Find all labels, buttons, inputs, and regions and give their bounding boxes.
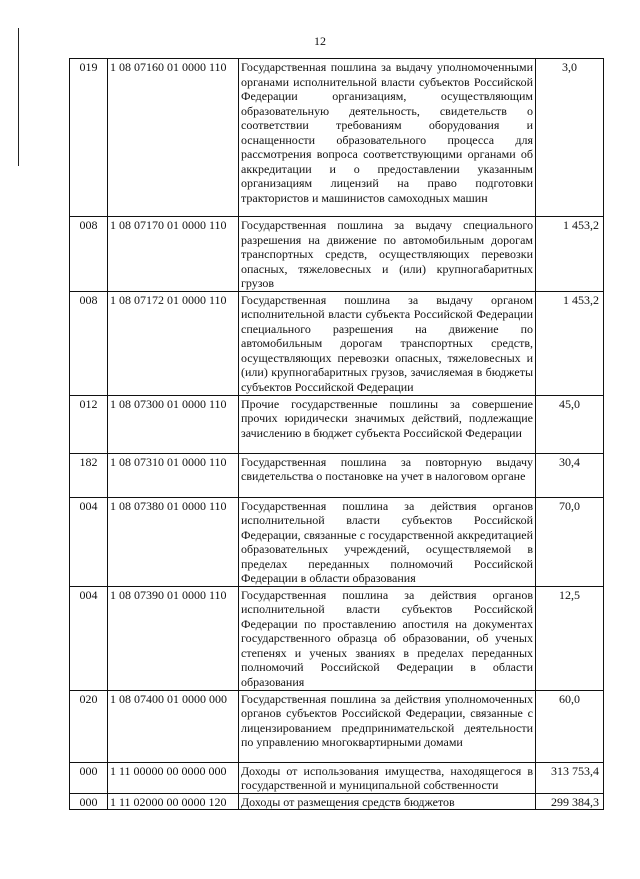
budget-classification-code: 1 08 07170 01 0000 110 — [108, 217, 239, 292]
revenue-name: Прочие государственные пошлины за совершение прочих юридически значимых действий, подлежащие зачислению в бюджет субъекта Российской Федерации — [239, 395, 536, 453]
revenue-table — [69, 58, 604, 810]
admin-code: 008 — [70, 291, 108, 395]
budget-classification-code: 1 08 07172 01 0000 110 — [108, 291, 239, 395]
revenue-amount: 1 453,2 — [536, 217, 604, 292]
revenue-name: Государственная пошлина за повторную выдачу свидетельства о постановке на учет в налоговом органе — [239, 453, 536, 497]
revenue-amount: 3,0 — [536, 59, 604, 217]
revenue-amount: 313 753,4 — [536, 762, 604, 793]
admin-code: 020 — [70, 690, 108, 762]
table-row — [70, 453, 604, 497]
revenue-name: Государственная пошлина за выдачу органом исполнительной власти субъекта Российской Федерации специального разрешения на движение по автомобильным дорогам транспортных средств, осуществляющих перевозки опасных, тяжеловесных и (или) крупногабаритных грузов, зачисляемая в бюджеты субъектов Российской Федерации — [239, 291, 536, 395]
table-row — [70, 793, 604, 810]
budget-classification-code: 1 08 07400 01 0000 000 — [108, 690, 239, 762]
revenue-name: Государственная пошлина за действия уполномоченных органов субъектов Российской Федерации, связанные с лицензированием предпринимательской деятельности по управлению многоквартирными домами — [239, 690, 536, 762]
table-row — [70, 690, 604, 762]
revenue-amount: 12,5 — [536, 586, 604, 690]
admin-code: 004 — [70, 497, 108, 586]
admin-code: 004 — [70, 586, 108, 690]
budget-classification-code: 1 08 07310 01 0000 110 — [108, 453, 239, 497]
budget-classification-code: 1 08 07380 01 0000 110 — [108, 497, 239, 586]
table-row — [70, 217, 604, 292]
page-number: 12 — [314, 34, 326, 48]
admin-code: 182 — [70, 453, 108, 497]
revenue-name: Государственная пошлина за действия органов исполнительной власти субъектов Российской Федерации по проставлению апостиля на документах государственного образца об образовании, об ученых степенях и ученых званиях в пределах переданных полномочий Российской Федерации в области образования — [239, 586, 536, 690]
revenue-name: Доходы от размещения средств бюджетов — [239, 793, 536, 810]
revenue-amount: 1 453,2 — [536, 291, 604, 395]
revenue-amount: 299 384,3 — [536, 793, 604, 810]
revenue-amount: 70,0 — [536, 497, 604, 586]
revenue-amount: 45,0 — [536, 395, 604, 453]
revenue-amount: 30,4 — [536, 453, 604, 497]
admin-code: 000 — [70, 762, 108, 793]
table-row — [70, 291, 604, 395]
admin-code: 008 — [70, 217, 108, 292]
revenue-name: Государственная пошлина за выдачу уполномоченными органами исполнительной власти субъектов Российской Федерации организациям, осуществляющим образовательную деятельность, свидетельств о соответствии требованиям оборудования и оснащенности образовательного процесса для рассмотрения вопроса соответствующими органами об аккредитации и о предоставлении указанным организациям лицензий на право подготовки трактористов и машинистов самоходных машин — [239, 59, 536, 217]
revenue-name: Доходы от использования имущества, находящегося в государственной и муниципальной собственности — [239, 762, 536, 793]
budget-classification-code: 1 08 07160 01 0000 110 — [108, 59, 239, 217]
table-row — [70, 762, 604, 793]
table-row — [70, 59, 604, 217]
budget-classification-code: 1 11 02000 00 0000 120 — [108, 793, 239, 810]
admin-code: 019 — [70, 59, 108, 217]
revenue-name: Государственная пошлина за выдачу специального разрешения на движение по автомобильным дорогам транспортных средств, осуществляющих перевозки опасных, тяжеловесных и (или) крупногабаритных грузов — [239, 217, 536, 292]
budget-classification-code: 1 08 07300 01 0000 110 — [108, 395, 239, 453]
admin-code: 012 — [70, 395, 108, 453]
table-row — [70, 586, 604, 690]
revenue-name: Государственная пошлина за действия органов исполнительной власти субъектов Российской Федерации, связанные с государственной аккредитацией образовательных учреждений, осуществляемой в пределах переданных полномочий Российской Федерации в области образования — [239, 497, 536, 586]
admin-code: 000 — [70, 793, 108, 810]
revenue-amount: 60,0 — [536, 690, 604, 762]
budget-classification-code: 1 08 07390 01 0000 110 — [108, 586, 239, 690]
table-row — [70, 395, 604, 453]
margin-rule — [18, 28, 19, 166]
table-row — [70, 497, 604, 586]
budget-classification-code: 1 11 00000 00 0000 000 — [108, 762, 239, 793]
